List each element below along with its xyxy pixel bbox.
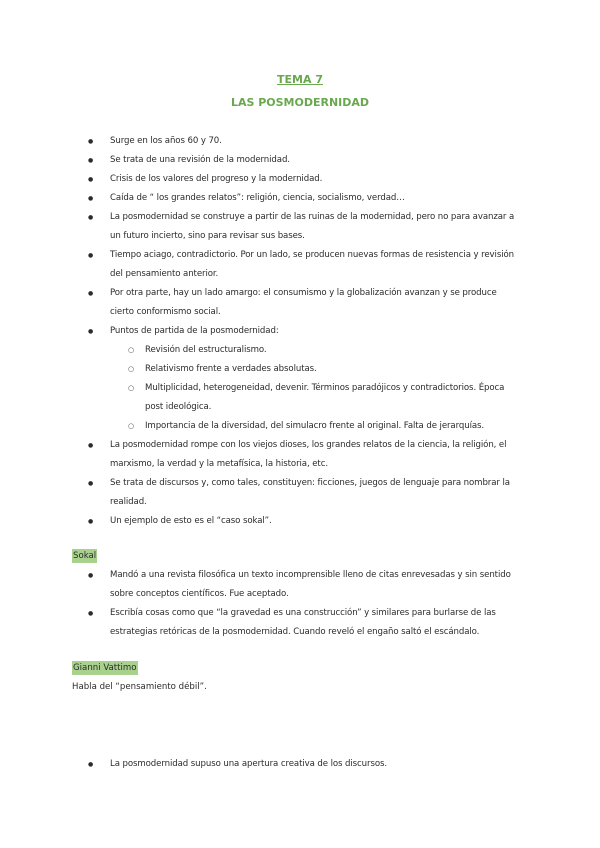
final-bullet-list bbox=[0, 755, 600, 774]
list-item: ● La posmodernidad se construye a partir de las ruinas de la modernidad, pero no para avanzar a un futuro incierto, sino para revisar sus bases. bbox=[0, 208, 600, 246]
list-item: ● La posmodernidad rompe con los viejos dioses, los grandes relatos de la ciencia, la religión, el marxismo, la verdad y la metafísica, la historia, etc. bbox=[0, 436, 600, 474]
topic-number: TEMA 7 bbox=[277, 73, 323, 86]
list-item: ● Por otra parte, hay un lado amargo: el consumismo y la globalización avanzan y se produce cierto conformismo social. bbox=[0, 284, 600, 322]
list-item: ● Surge en los años 60 y 70. bbox=[0, 132, 600, 151]
section-heading-sokal: Sokal bbox=[73, 551, 97, 561]
list-item: ● Crisis de los valores del progreso y la modernidad. bbox=[0, 170, 600, 189]
list-item: ● Un ejemplo de esto es el “caso sokal”. bbox=[0, 512, 600, 531]
main-bullet-list bbox=[0, 132, 600, 531]
list-item: ● Puntos de partida de la posmodernidad: bbox=[0, 322, 600, 341]
list-item: ● Tiempo aciago, contradictorio. Por un lado, se producen nuevas formas de resistencia y revisión del pensamiento anterior. bbox=[0, 246, 600, 284]
section-heading-vattimo: Gianni Vattimo bbox=[73, 663, 137, 673]
sub-list-item: ○ Relativismo frente a verdades absolutas. bbox=[0, 360, 600, 379]
list-item: ● Escribía cosas como que “la gravedad es una construcción” y similares para burlarse de las estrategias retóricas de la posmodernidad. Cuando reveló el engaño saltó el escándalo. bbox=[0, 604, 600, 642]
vattimo-text: Habla del “pensamiento débil”. bbox=[72, 682, 207, 692]
list-item: ● Caída de “ los grandes relatos”: religión, ciencia, socialismo, verdad… bbox=[0, 189, 600, 208]
page-title: LAS POSMODERNIDAD bbox=[230, 96, 370, 109]
sub-list-item: ○ Importancia de la diversidad, del simulacro frente al original. Falta de jerarquías. bbox=[0, 417, 600, 436]
sokal-bullet-list bbox=[0, 566, 600, 642]
list-item: ● Se trata de discursos y, como tales, constituyen: ficciones, juegos de lenguaje para nombrar la realidad. bbox=[0, 474, 600, 512]
sub-list-item: ○ Multiplicidad, heterogeneidad, devenir. Términos paradójicos y contradictorios. Época post ideológica. bbox=[0, 379, 600, 417]
list-item: ● Se trata de una revisión de la modernidad. bbox=[0, 151, 600, 170]
list-item: ● La posmodernidad supuso una apertura creativa de los discursos. bbox=[0, 755, 600, 774]
sub-list-item: ○ Revisión del estructuralismo. bbox=[0, 341, 600, 360]
list-item: ● Mandó a una revista filosófica un texto incomprensible lleno de citas enrevesadas y sin sentido sobre conceptos científicos. Fue aceptado. bbox=[0, 566, 600, 604]
